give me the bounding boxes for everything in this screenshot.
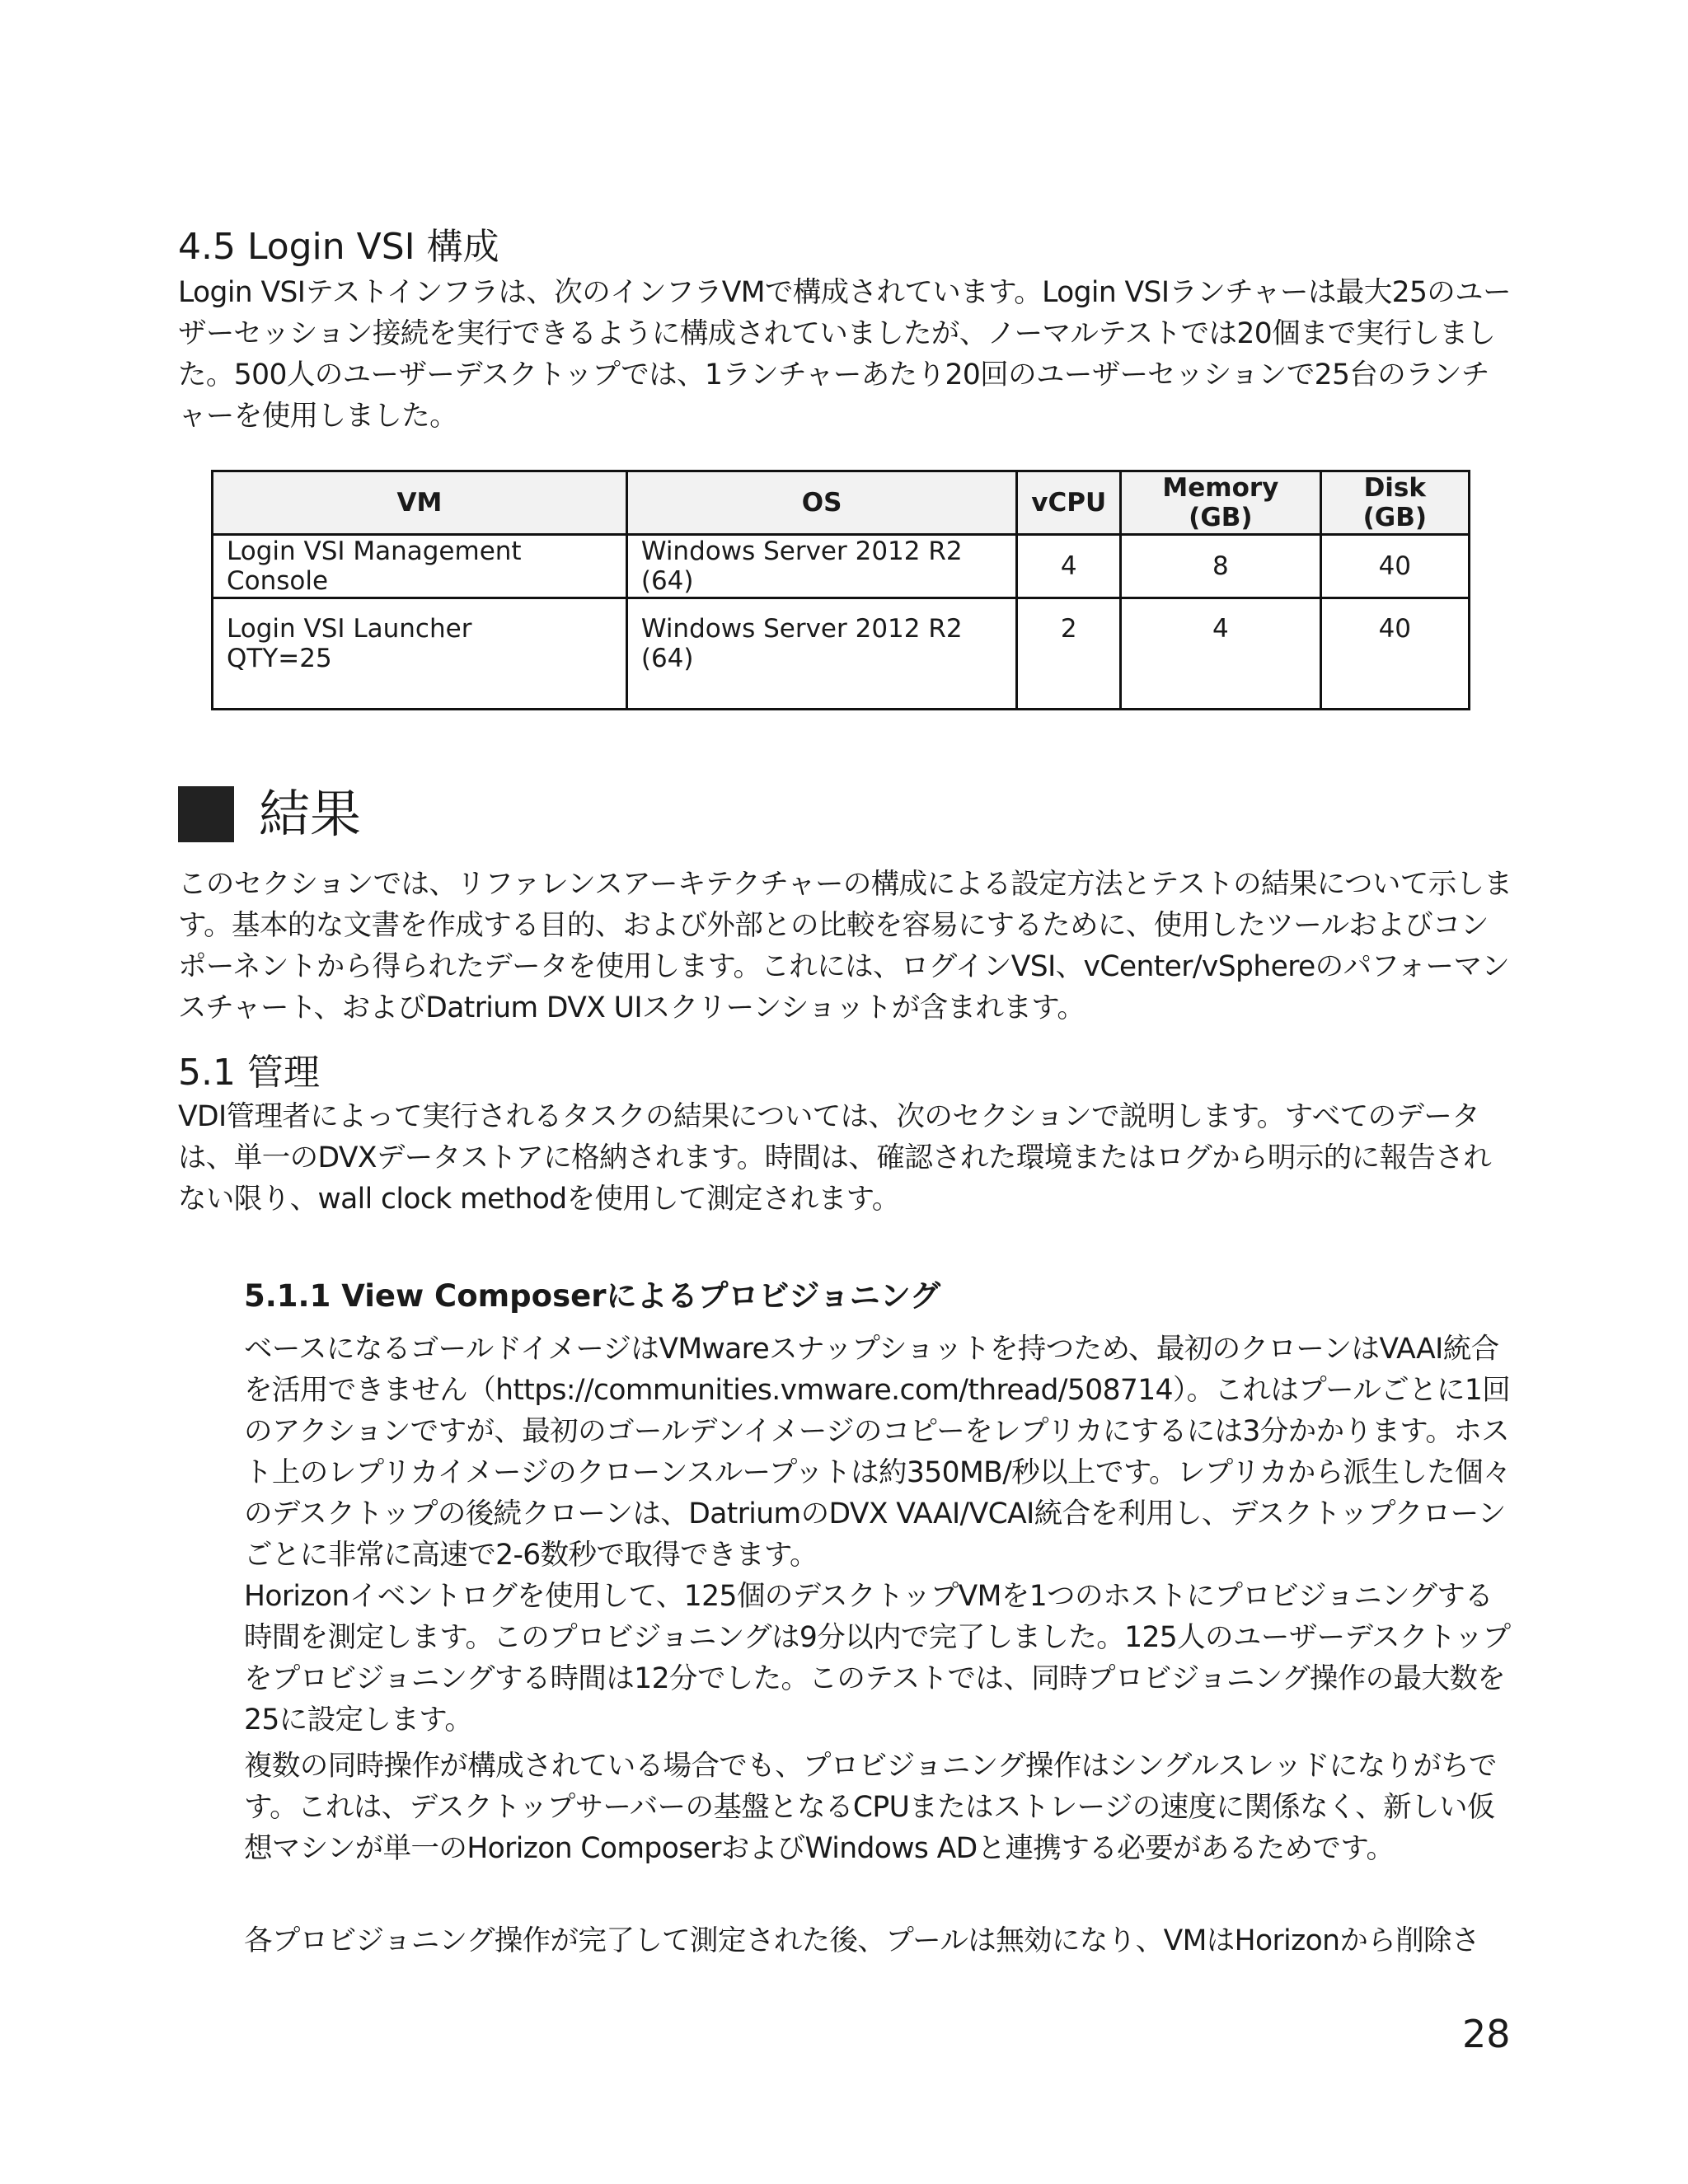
column-header-vcpu: vCPU [1017, 471, 1121, 535]
cell-disk: 40 [1320, 535, 1469, 598]
paragraph-provisioning-2: Horizonイベントログを使用して、125個のデスクトップVMを1つのホストにプロビジョニングする時間を測定します。このプロビジョニングは9分以内で完了しました。125人のユーザーデスクトップをプロビジョニングする時間は12分でした。このテストでは、同時プロビジョニング操作の最大数を25に設定します。 [244, 1580, 1511, 1736]
section-heading-management: 5.1 管理 [178, 1052, 320, 1094]
cell-disk: 40 [1320, 598, 1469, 710]
cell-vcpu: 2 [1017, 598, 1121, 710]
section-heading-login-vsi: 4.5 Login VSI 構成 [178, 226, 499, 268]
cell-memory: 4 [1121, 598, 1320, 710]
table-header-row [213, 471, 1470, 535]
column-header-disk: Disk (GB) [1320, 471, 1469, 535]
paragraph-management: VDI管理者によって実行されるタスクの結果については、次のセクションで説明します。すべてのデータは、単一のDVXデータストアに格納されます。時間は、確認された環境またはログから明示的に報告されない限り、wall clock methodを使用して測定されます。 [178, 1100, 1492, 1216]
paragraph-provisioning-1: ベースになるゴールドイメージはVMwareスナップショットを持つため、最初のクローンはVAAI統合を活用できません（https://communities.vmware.com/thread/508714）。これはプールごとに1回のアクションですが、最初のゴールデンイメージのコピーをレプリカにするには3分かかります。ホスト上のレプリカイメージのクローンスループットは約350MB/秒以上です。レプリカから派生した個々のデスクトップの後続クローンは、DatriumのDVX VAAI/VCAI統合を利用し、デスクトップクローンごとに非常に高速で2-6数秒で取得できます。 [244, 1333, 1511, 1572]
cell-memory: 8 [1121, 535, 1320, 598]
vm-spec-table [211, 470, 1470, 710]
table-row [213, 535, 1470, 598]
column-header-os: OS [626, 471, 1016, 535]
paragraph-results: このセクションでは、リファレンスアーキテクチャーの構成による設定方法とテストの結果について示します。基本的な文書を作成する目的、および外部との比較を容易にするために、使用したツールおよびコンポーネントから得られたデータを使用します。これには、ログインVSI、vCenter/vSphereのパフォーマンスチャート、およびDatrium DVX UIスクリーンショットが含まれます。 [178, 868, 1512, 1024]
cell-vm: Login VSI Launcher QTY=25 [213, 598, 627, 710]
cell-vm: Login VSI Management Console [213, 535, 627, 598]
square-bullet-icon [178, 786, 234, 842]
paragraph-login-vsi: Login VSIテストインフラは、次のインフラVMで構成されています。Login VSIランチャーは最大25のユーザーセッション接続を実行できるように構成されていましたが、ノーマルテストでは20個まで実行しました。500人のユーザーデスクトップでは、1ランチャーあたり20回のユーザーセッションで25台のランチャーを使用しました。 [178, 276, 1511, 433]
cell-os: Windows Server 2012 R2 (64) [626, 535, 1016, 598]
table-row [213, 598, 1470, 710]
subsection-heading-provisioning: 5.1.1 View Composerによるプロビジョニング [244, 1278, 940, 1314]
cell-vcpu: 4 [1017, 535, 1121, 598]
results-section-heading [178, 783, 361, 846]
column-header-vm: VM [213, 471, 627, 535]
page-number: 28 [1462, 2012, 1511, 2056]
cell-os: Windows Server 2012 R2 (64) [626, 598, 1016, 710]
column-header-memory: Memory (GB) [1121, 471, 1320, 535]
paragraph-provisioning-3: 複数の同時操作が構成されている場合でも、プロビジョニング操作はシングルスレッドになりがちです。これは、デスクトップサーバーの基盤となるCPUまたはストレージの速度に関係なく、新しい仮想マシンが単一のHorizon ComposerおよびWindows ADと連携する必要があるためです。 [244, 1750, 1497, 1865]
paragraph-provisioning-4: 各プロビジョニング操作が完了して測定された後、プールは無効になり、VMはHorizonから削除さ [244, 1924, 1479, 1957]
results-title: 結果 [259, 784, 362, 844]
